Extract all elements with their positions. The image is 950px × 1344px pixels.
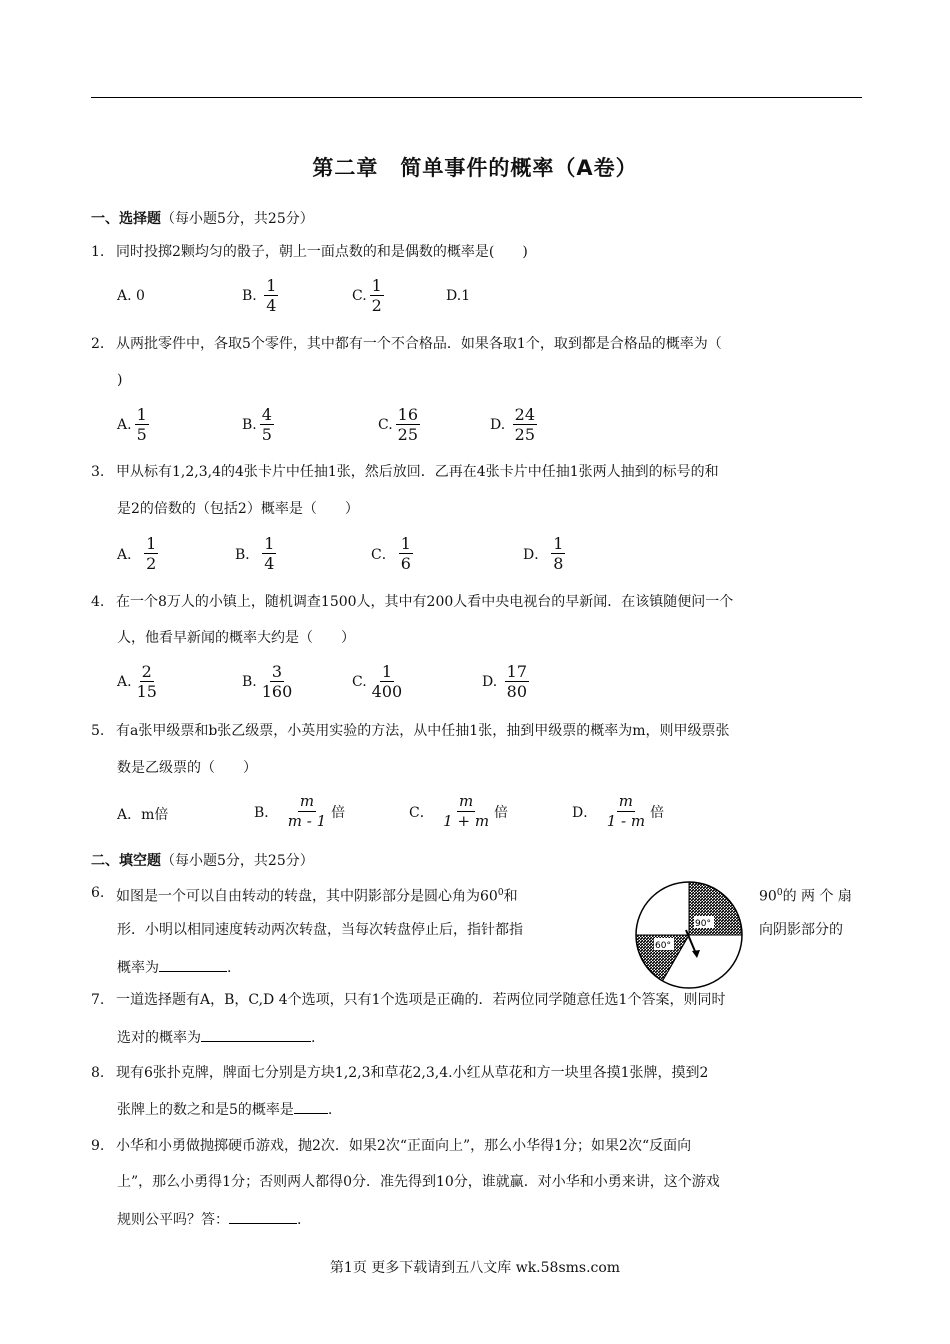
- option-value: 0: [136, 288, 145, 304]
- option-label: D．: [572, 804, 598, 821]
- q4-option-b[interactable]: [242, 662, 297, 701]
- option-label: A.: [117, 416, 132, 433]
- section-fill-note: （每小题5分，共25分）: [161, 853, 314, 869]
- numerator: 1: [146, 534, 157, 553]
- fraction: [264, 276, 278, 315]
- question-text: 从两批零件中，各取5个零件，其中都有一个不合格品．如果各取1个，取到都是合格品的概率为（: [116, 336, 722, 352]
- text-part: 如图是一个可以自由转动的转盘，其中阴影部分是圆心角为60: [116, 888, 498, 905]
- section-fill-label: 二、填空题: [91, 853, 161, 869]
- question-3-line-2: 是2的倍数的（包括2）概率是（ ）: [117, 501, 359, 517]
- q2-option-d[interactable]: [490, 405, 540, 444]
- numerator: 1: [266, 276, 277, 295]
- text-part: 选对的概率为: [117, 1030, 201, 1046]
- denominator: 1 + m: [443, 812, 490, 830]
- text-part: .: [311, 1030, 316, 1046]
- option-label: B.: [242, 287, 257, 304]
- question-text: 小华和小勇做抛掷硬币游戏，抛2次．如果2次“正面向上”，那么小华得1分；如果2次“反面向: [116, 1138, 692, 1154]
- numerator: m: [299, 792, 315, 810]
- sector-label-60: 60°: [655, 941, 671, 951]
- denominator: 8: [553, 554, 564, 573]
- numerator: 4: [261, 405, 272, 424]
- denominator: 25: [397, 425, 419, 444]
- question-6-right-1: [759, 883, 852, 907]
- degree-sup: 0: [497, 888, 504, 898]
- question-number: 4.: [91, 594, 105, 610]
- option-label: C．: [409, 804, 434, 821]
- option-label: D.: [482, 673, 498, 690]
- answer-blank[interactable]: [159, 957, 227, 972]
- question-number: 1.: [91, 244, 105, 260]
- option-label: A.: [117, 288, 132, 304]
- question-text: 甲从标有1,2,3,4的4张卡片中任抽1张，然后放回．乙再在4张卡片中任抽1张两人抽到的标号的和: [116, 464, 719, 480]
- fraction: [370, 662, 405, 701]
- denominator: m - 1: [287, 812, 327, 830]
- section-choice-note: （每小题5分，共25分）: [161, 211, 314, 227]
- option-label: C.: [352, 673, 367, 690]
- section-choice-label: 一、选择题: [91, 211, 161, 227]
- question-text: [116, 883, 862, 907]
- question-text: 现有6张扑克牌，牌面七分别是方块1,2,3和草花2,3,4.小红从草花和方一块里各摸1张牌，摸到2: [116, 1065, 709, 1081]
- q4-option-c[interactable]: [352, 662, 407, 701]
- option-suffix: 倍: [494, 804, 509, 821]
- option-label: C．: [371, 546, 396, 563]
- text-part: 90: [759, 888, 777, 905]
- header-rule: [91, 97, 862, 98]
- text-part: 概率为: [117, 960, 159, 976]
- question-number: 9.: [91, 1138, 105, 1154]
- denominator: 6: [400, 554, 411, 573]
- option-label: C.: [378, 416, 393, 433]
- denominator: 5: [261, 425, 272, 444]
- numerator: 3: [271, 662, 283, 681]
- question-6-line-3: [117, 957, 231, 978]
- q5-option-d[interactable]: [572, 792, 664, 831]
- question-7-line-2: [117, 1027, 315, 1048]
- numerator: 1: [371, 276, 382, 295]
- text-part: 张牌上的数之和是5的概率是: [117, 1102, 294, 1118]
- q5-option-c[interactable]: [409, 792, 508, 831]
- fraction: [396, 405, 420, 444]
- question-text: 在一个8万人的小镇上，随机调查1500人，其中有200人看中央电视台的早新闻．在该镇随便问一个: [116, 594, 734, 610]
- question-6-line-2: 形．小明以相同速度转动两次转盘，当每次转盘停止后，指针都指: [117, 922, 523, 938]
- option-label: A.: [117, 673, 132, 690]
- option-label: B．: [235, 546, 260, 563]
- q3-option-d[interactable]: [523, 534, 568, 573]
- denominator: 25: [514, 425, 535, 444]
- question-6-right-2: 向阴影部分的: [759, 922, 843, 938]
- sector-label-90: 90°: [695, 919, 711, 929]
- question-number: 2.: [91, 336, 105, 352]
- q1-option-a[interactable]: [117, 288, 145, 304]
- fraction: [144, 534, 158, 573]
- pointer-arrowhead: [692, 950, 700, 958]
- fraction: [286, 792, 328, 831]
- numerator: 1: [264, 534, 275, 553]
- q2-option-c[interactable]: [378, 405, 423, 444]
- q3-option-a[interactable]: [117, 534, 161, 573]
- numerator: 2: [141, 662, 152, 681]
- q1-option-d[interactable]: [446, 288, 470, 304]
- question-text: 有a张甲级票和b张乙级票，小英用实验的方法，从中任抽1张，抽到甲级票的概率为m，则甲级票张: [116, 723, 730, 739]
- fraction: [260, 662, 295, 701]
- q2-option-b[interactable]: [242, 405, 277, 444]
- denominator: 4: [264, 554, 275, 573]
- option-suffix: 倍: [650, 804, 665, 821]
- fraction: [551, 534, 565, 573]
- q5-option-b[interactable]: [254, 792, 345, 831]
- fraction: [260, 405, 274, 444]
- denominator: 400: [371, 682, 403, 701]
- q4-option-d[interactable]: [482, 662, 532, 701]
- option-suffix: 倍: [331, 804, 346, 821]
- option-label: D．: [523, 546, 549, 563]
- section-fill-heading: [91, 850, 314, 870]
- text-part: 规则公平吗？答：: [117, 1212, 229, 1228]
- numerator: 1: [381, 662, 393, 681]
- question-5-line-2: 数是乙级票的（ ）: [117, 760, 257, 776]
- q1-option-b[interactable]: [242, 276, 281, 315]
- question-number: 3.: [91, 464, 105, 480]
- numerator: m: [618, 792, 633, 810]
- numerator: 24: [514, 405, 535, 424]
- question-9-line-3: [117, 1209, 301, 1230]
- fraction: [262, 534, 276, 573]
- numerator: 17: [506, 662, 527, 681]
- section-choice-heading: [91, 208, 314, 228]
- fraction: [505, 662, 529, 701]
- denominator: 15: [136, 682, 157, 701]
- answer-blank[interactable]: [201, 1027, 311, 1042]
- q4-option-a[interactable]: [117, 662, 162, 701]
- denominator: 2: [371, 296, 382, 315]
- denominator: 2: [146, 554, 157, 573]
- q3-option-b[interactable]: [235, 534, 279, 573]
- question-9-line-2: 上”，那么小勇得1分；否则两人都得0分．准先得到10分，谁就赢．对小华和小勇来讲，这个游戏: [117, 1174, 720, 1190]
- option-label: A．: [117, 546, 142, 563]
- numerator: m: [458, 792, 474, 810]
- option-label: B.: [242, 416, 257, 433]
- question-4-line-2: 人，他看早新闻的概率大约是（ ）: [117, 630, 355, 646]
- spinner-wheel-figure: [634, 880, 744, 990]
- option-value: 1: [461, 288, 471, 304]
- denominator: 1 - m: [606, 812, 646, 830]
- denominator: 80: [506, 682, 527, 701]
- question-number: 7.: [91, 992, 105, 1008]
- degree-sup: 0: [776, 888, 783, 898]
- numerator: 1: [400, 534, 411, 553]
- question-text: 一道选择题有A，B，C,D 4个选项，只有1个选项是正确的．若两位同学随意任选1个答案，则同时: [116, 992, 726, 1008]
- question-number: 6.: [91, 885, 105, 901]
- numerator: 1: [553, 534, 564, 553]
- question-8-line-2: [117, 1099, 332, 1120]
- question-2-line-2: ): [117, 372, 123, 388]
- question-number: 5.: [91, 723, 105, 739]
- q1-option-c[interactable]: [352, 276, 387, 315]
- fraction: [399, 534, 413, 573]
- option-label: B.: [242, 673, 257, 690]
- option-label: B．: [254, 804, 279, 821]
- denominator: 4: [266, 296, 277, 315]
- option-label: D.: [490, 416, 506, 433]
- fraction: [605, 792, 647, 831]
- question-number: 8.: [91, 1065, 105, 1081]
- numerator: 1: [136, 405, 147, 424]
- page-title: 第二章 简单事件的概率（A卷）: [312, 156, 638, 180]
- fraction: [441, 792, 491, 831]
- q5-option-a[interactable]: [117, 804, 168, 824]
- fraction: [513, 405, 537, 444]
- numerator: 16: [397, 405, 419, 424]
- option-label: C.: [352, 287, 367, 304]
- denominator: 160: [261, 682, 293, 701]
- fraction: [135, 662, 159, 701]
- answer-blank[interactable]: [229, 1209, 297, 1224]
- answer-blank[interactable]: [294, 1099, 328, 1114]
- fraction: [135, 405, 149, 444]
- question-text: 同时投掷2颗均匀的骰子，朝上一面点数的和是偶数的概率是( ): [116, 244, 528, 260]
- text-part: .: [227, 960, 232, 976]
- option-text: A．m倍: [117, 807, 169, 823]
- fraction: [370, 276, 384, 315]
- text-part: 和: [503, 888, 518, 905]
- text-part: 的 两 个 扇: [782, 888, 852, 905]
- text-part: .: [327, 1102, 333, 1118]
- q3-option-c[interactable]: [371, 534, 416, 573]
- q2-option-a[interactable]: [117, 405, 152, 444]
- denominator: 5: [136, 425, 147, 444]
- text-part: .: [297, 1212, 302, 1228]
- page-footer: 第1页 更多下载请到五八文库 wk.58sms.com: [329, 1260, 621, 1276]
- option-label: D.: [446, 288, 462, 304]
